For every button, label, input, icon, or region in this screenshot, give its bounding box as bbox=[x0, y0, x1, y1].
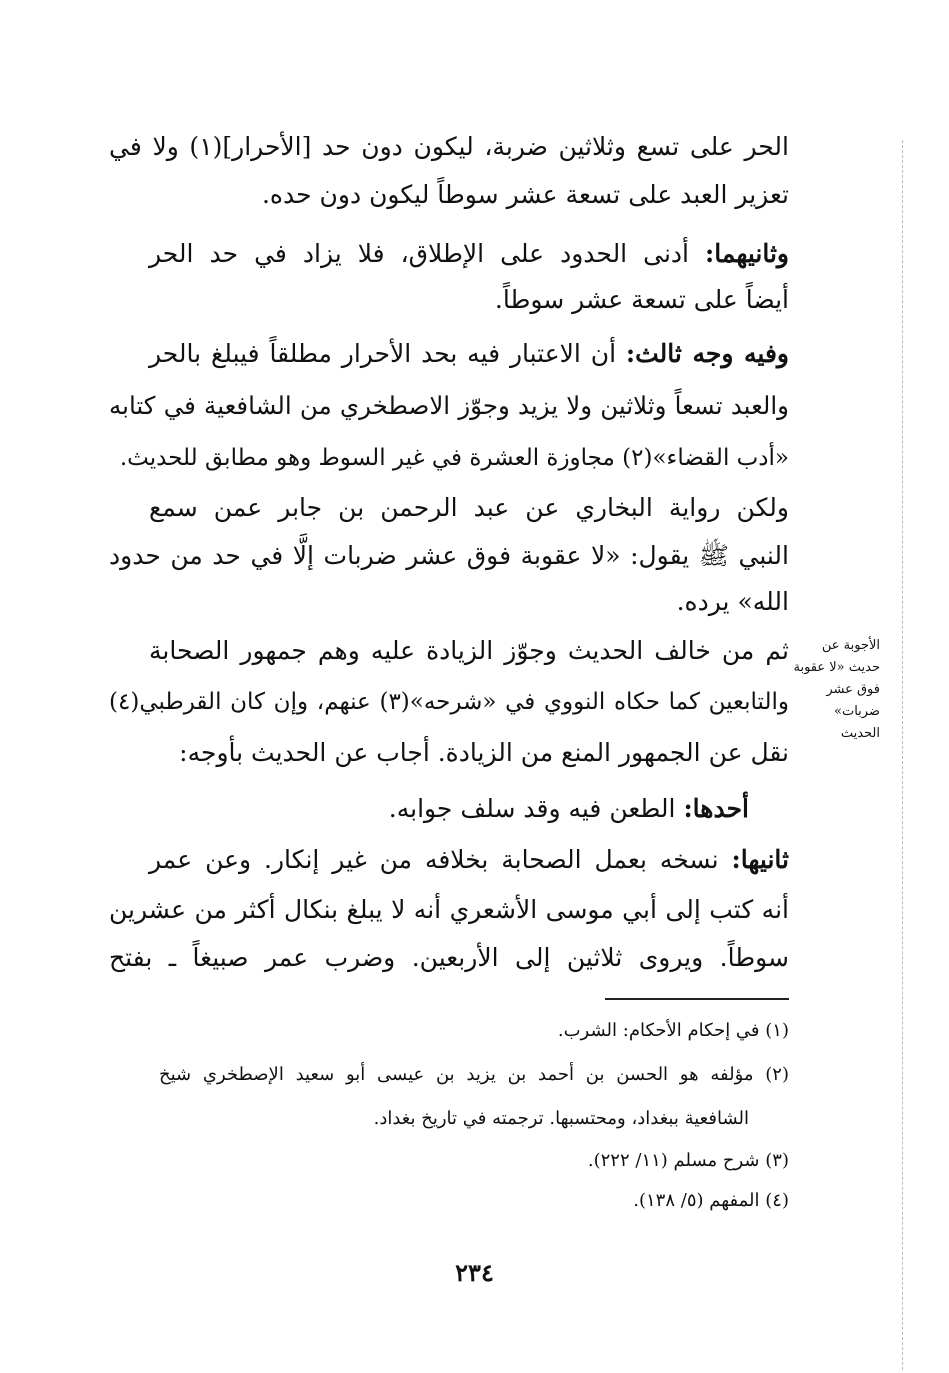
text-line: سوطاً. ويروى ثلاثين إلى الأربعين. وضرب عمر صبيغاً ـ بفتح bbox=[109, 943, 789, 972]
lead-in: وثانيهما: bbox=[705, 239, 789, 268]
page-number: ٢٣٤ bbox=[455, 1258, 494, 1287]
footnote-separator bbox=[605, 998, 789, 1000]
text-line: أنه كتب إلى أبي موسى الأشعري أنه لا يبلغ بنكال أكثر من عشرين bbox=[109, 895, 789, 924]
lead-in: أحدها: bbox=[683, 794, 749, 823]
footnote-text: المفهم (٥/ ١٣٨). bbox=[633, 1190, 760, 1211]
text-line: ثم من خالف الحديث وجوّز الزيادة عليه وهم جمهور الصحابة bbox=[149, 636, 789, 665]
scan-edge-line bbox=[902, 140, 903, 1370]
margin-note-line: فوق عشر bbox=[826, 682, 880, 697]
lead-in: ثانيها: bbox=[731, 845, 789, 874]
text-line: والعبد تسعاً وثلاثين ولا يزيد وجوّز الاصطخري من الشافعية في كتابه bbox=[109, 391, 789, 420]
lead-in: وفيه وجه ثالث: bbox=[625, 339, 789, 368]
text-line: والتابعين كما حكاه النووي في «شرحه»(٣) عنهم، وإن كان القرطبي(٤) bbox=[109, 689, 790, 715]
margin-note-line: حديث «لا عقوبة bbox=[793, 660, 880, 675]
text-line: تعزير العبد على تسعة عشر سوطاً ليكون دون حده. bbox=[261, 180, 789, 209]
footnote-text: مؤلفه هو الحسن بن أحمد بن يزيد بن عيسى أبو سعيد الإصطخري شيخ bbox=[159, 1064, 754, 1085]
footnote bbox=[588, 1148, 789, 1174]
margin-note-line: الحديث bbox=[840, 726, 880, 741]
text-line: ولكن رواية البخاري عن عبد الرحمن بن جابر عمن سمع bbox=[149, 493, 789, 522]
footnote bbox=[558, 1018, 789, 1044]
footnote-text: الشافعية ببغداد، ومحتسبها. ترجمته في تاريخ بغداد. bbox=[373, 1108, 749, 1129]
text-line: الله» يرده. bbox=[676, 587, 789, 616]
footnote-continuation bbox=[374, 1106, 749, 1132]
footnote bbox=[633, 1188, 789, 1214]
text-line: النبي ﷺ يقول: «لا عقوبة فوق عشر ضربات إلَّا في حد من حدود bbox=[109, 541, 789, 570]
footnote-number: (٣) bbox=[765, 1150, 789, 1171]
footnote-text: شرح مسلم (١١/ ٢٢٢). bbox=[587, 1150, 760, 1171]
text-line: وفيه وجه ثالث: أن الاعتبار فيه بحد الأحرار مطلقاً فيبلغ بالحر bbox=[149, 339, 789, 368]
footnote bbox=[159, 1062, 789, 1088]
footnote-number: (١) bbox=[765, 1020, 789, 1041]
footnote-number: (٢) bbox=[765, 1064, 789, 1085]
footnote-number: (٤) bbox=[765, 1190, 789, 1211]
text-line: «أدب القضاء»(٢) مجاوزة العشرة في غير السوط وهو مطابق للحديث. bbox=[119, 445, 789, 471]
text-line: وثانيهما: أدنى الحدود على الإطلاق، فلا يزاد في حد الحر bbox=[149, 239, 789, 268]
text-line: الحر على تسع وثلاثين ضربة، ليكون دون حد [الأحرار](١) ولا في bbox=[109, 132, 789, 161]
text-line: ثانيها: نسخه بعمل الصحابة بخلافه من غير إنكار. وعن عمر bbox=[149, 845, 789, 874]
footnote-text: في إحكام الأحكام: الشرب. bbox=[557, 1020, 760, 1041]
text-line: نقل عن الجمهور المنع من الزيادة. أجاب عن الحديث بأوجه: bbox=[179, 738, 789, 767]
margin-note-line: الأجوبة عن bbox=[821, 638, 880, 653]
text-line: أحدها: الطعن فيه وقد سلف جوابه. bbox=[388, 794, 749, 823]
text-line: أيضاً على تسعة عشر سوطاً. bbox=[494, 285, 789, 314]
margin-note-line: ضربات» bbox=[834, 704, 880, 719]
